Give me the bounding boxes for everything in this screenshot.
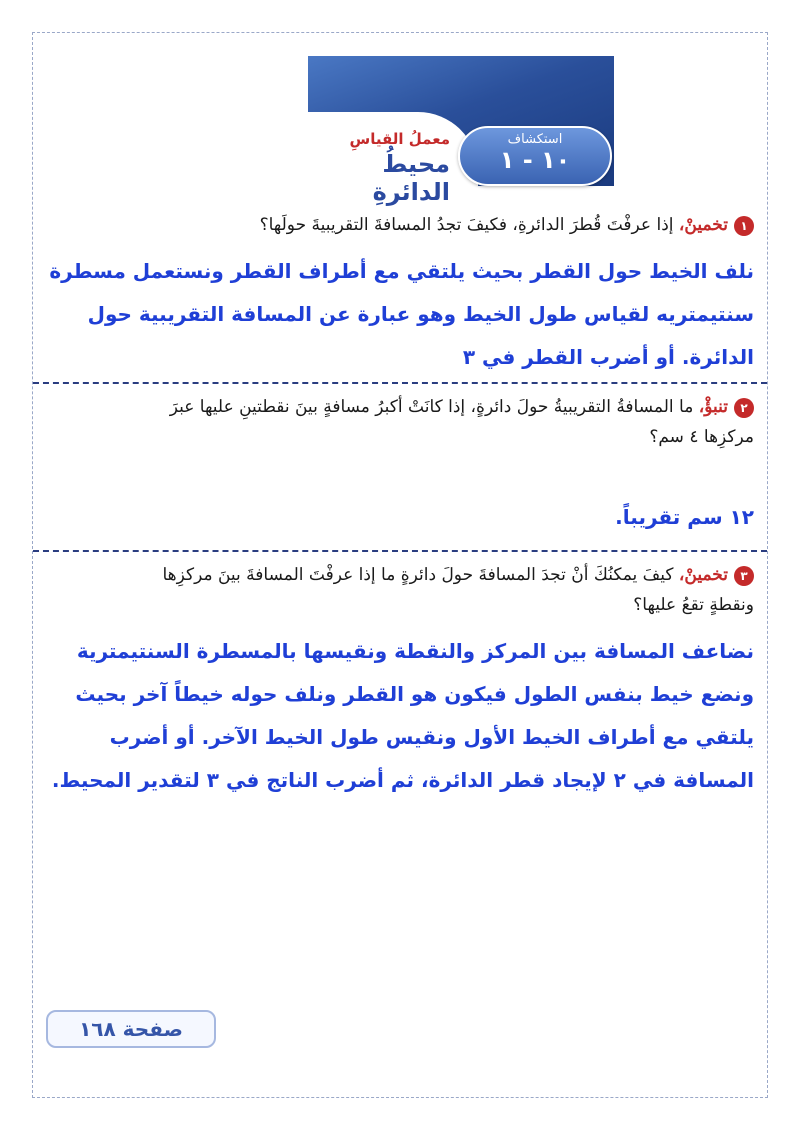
question-text-2: ما المسافةُ التقريبيةُ حولَ دائرةٍ، إذا كانَتْ أكبرُ مسافةٍ بينَ نقطتينِ عليها عبرَ مركزِها ٤ سم؟ (169, 397, 754, 447)
question-lead-3: تخمينْ، (678, 565, 728, 585)
question-text-3: كيفَ يمكنُكَ أنْ تجدَ المسافةَ حولَ دائرةٍ ما إذا عرفْتَ المسافةَ بينَ مركزِها ونقطةٍ تقعُ عليها؟ (162, 565, 754, 615)
lesson-title: محيطُ الدائرةِ (372, 150, 450, 206)
question-2 (160, 392, 754, 452)
question-text-1: إذا عرفْتَ قُطرَ الدائرةِ، فكيفَ تجدُ المسافةَ التقريبيةَ حولَها؟ (259, 215, 674, 235)
question-number-2: ٢ (734, 398, 754, 418)
separator-1 (33, 382, 767, 384)
question-lead-1: تخمينْ، (678, 215, 728, 235)
question-3 (160, 560, 754, 620)
lesson-number: ١٠ - ١ (499, 146, 571, 174)
question-1 (46, 210, 754, 240)
explore-label: استكشاف (507, 132, 563, 147)
lesson-badge (458, 126, 612, 186)
lab-label: معملُ القياسِ (349, 130, 450, 148)
question-number-1: ١ (734, 216, 754, 236)
answer-2: ١٢ سم تقريباً. (615, 505, 754, 529)
lesson-title-block (300, 130, 450, 206)
page-number-badge (46, 1010, 216, 1048)
question-number-3: ٣ (734, 566, 754, 586)
question-lead-2: تنبؤْ، (698, 397, 728, 417)
answer-1: نلف الخيط حول القطر بحيث يلتقي مع أطراف القطر ونستعمل مسطرة سنتيمتريه لقياس طول الخيط وهو عبارة عن المسافة التقريبية حول الدائرة. أو أضرب القطر في ٣ (49, 259, 754, 369)
separator-2 (33, 550, 767, 552)
page-number-label: صفحة ١٦٨ (79, 1017, 183, 1041)
answer-3: نضاعف المسافة بين المركز والنقطة ونقيسها بالمسطرة السنتيمترية ونضع خيط بنفس الطول فيكون هو القطر ونلف حوله خيطاً آخر بحيث يلتقي مع أطراف الخيط الأول ونقيس طول الخيط الآخر. أو أضرب المسافة في ٢ لإيجاد قطر الدائرة، ثم أضرب الناتج في ٣ لتقدير المحيط. (51, 639, 754, 792)
